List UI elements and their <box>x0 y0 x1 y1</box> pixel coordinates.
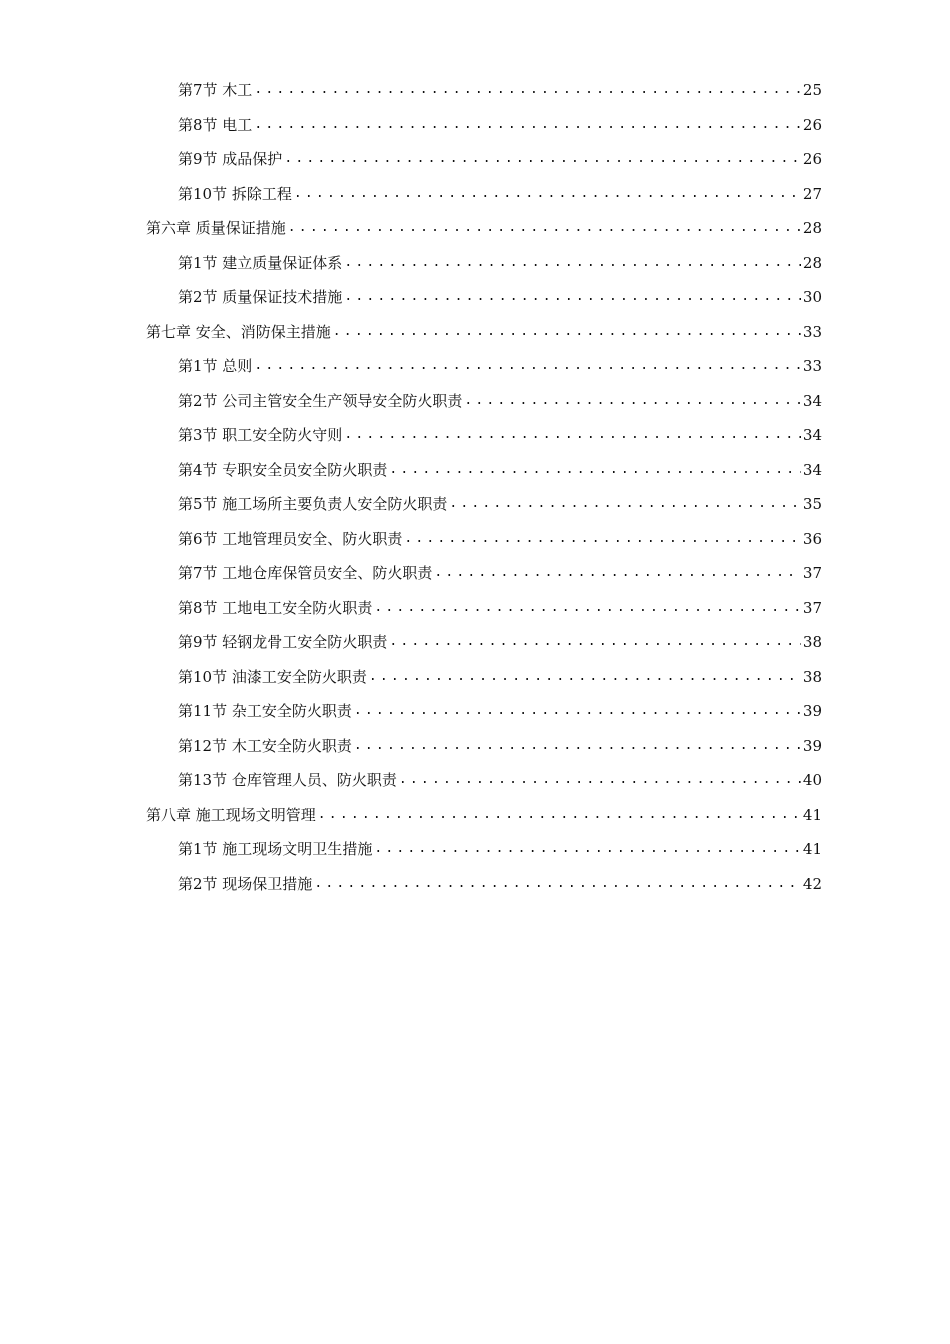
toc-entry-section[interactable] <box>178 145 822 173</box>
toc-dot-leader <box>387 456 801 484</box>
toc-page-number: 27 <box>802 184 822 203</box>
toc-entry-section[interactable] <box>178 835 822 863</box>
toc-entry-label: 第1节 施工现场文明卫生措施 <box>178 840 373 858</box>
toc-page-number: 42 <box>802 874 822 893</box>
toc-entry-label: 第1节 建立质量保证体系 <box>178 253 343 272</box>
toc-page-number: 26 <box>802 115 822 134</box>
toc-dot-leader <box>352 697 801 725</box>
toc-entry-label: 第7节 工地仓库保管员安全、防火职责 <box>178 564 433 582</box>
toc-entry-chapter[interactable] <box>146 318 822 346</box>
toc-page-number: 38 <box>802 633 822 651</box>
toc-entry-chapter[interactable] <box>146 801 822 829</box>
toc-entry-label: 第3节 职工安全防火守则 <box>178 426 343 444</box>
toc-entry-label: 第七章 安全、消防保主措施 <box>146 322 331 341</box>
toc-entry-label: 第4节 专职安全员安全防火职责 <box>178 460 388 479</box>
toc-entry-section[interactable] <box>178 697 822 725</box>
toc-entry-label: 第8节 电工 <box>178 115 253 134</box>
toc-entry-section[interactable] <box>178 249 822 277</box>
toc-page-number: 26 <box>802 150 822 168</box>
toc-entry-section[interactable] <box>178 594 822 622</box>
toc-page-number: 36 <box>802 529 822 548</box>
toc-dot-leader <box>352 732 801 760</box>
toc-page-number: 25 <box>802 81 822 99</box>
toc-entry-label: 第11节 杂工安全防火职责 <box>178 702 352 720</box>
toc-dot-leader <box>331 318 801 346</box>
toc-dot-leader <box>432 559 801 587</box>
toc-page-number: 35 <box>802 495 822 513</box>
toc-dot-leader <box>252 352 801 380</box>
toc-entry-section[interactable] <box>178 870 822 898</box>
toc-entry-section[interactable] <box>178 456 822 484</box>
toc-page-number: 30 <box>802 288 822 306</box>
toc-entry-section[interactable] <box>178 283 822 311</box>
toc-entry-section[interactable] <box>178 421 822 449</box>
toc-entry-label: 第六章 质量保证措施 <box>146 219 286 237</box>
toc-page-number: 34 <box>802 426 822 444</box>
toc-entry-label: 第9节 轻钢龙骨工安全防火职责 <box>178 633 388 651</box>
toc-dot-leader <box>342 249 801 277</box>
toc-entry-chapter[interactable] <box>146 214 822 242</box>
toc-dot-leader <box>312 870 801 898</box>
toc-dot-leader <box>286 214 801 242</box>
toc-entry-label: 第八章 施工现场文明管理 <box>146 805 316 824</box>
toc-dot-leader <box>252 111 801 139</box>
toc-page-number: 40 <box>802 771 822 789</box>
toc-dot-leader <box>342 421 801 449</box>
toc-entry-label: 第10节 拆除工程 <box>178 184 292 203</box>
toc-entry-label: 第7节 木工 <box>178 81 253 99</box>
toc-dot-leader <box>252 76 801 104</box>
toc-page-number: 28 <box>802 253 822 272</box>
toc-page-number: 38 <box>802 667 822 686</box>
toc-entry-label: 第8节 工地电工安全防火职责 <box>178 598 373 617</box>
toc-entry-section[interactable] <box>178 76 822 104</box>
toc-entry-label: 第9节 成品保护 <box>178 150 283 168</box>
toc-entry-section[interactable] <box>178 352 822 380</box>
toc-page-number: 33 <box>802 357 822 375</box>
toc-entry-section[interactable] <box>178 490 822 518</box>
toc-entry-section[interactable] <box>178 525 822 553</box>
toc-dot-leader <box>372 835 801 863</box>
toc-dot-leader <box>367 663 801 691</box>
toc-dot-leader <box>397 766 801 794</box>
toc-entry-section[interactable] <box>178 732 822 760</box>
toc-page-number: 34 <box>802 460 822 479</box>
toc-entry-label: 第1节 总则 <box>178 357 253 375</box>
toc-entry-section[interactable] <box>178 766 822 794</box>
toc-entry-label: 第2节 现场保卫措施 <box>178 874 313 893</box>
toc-page-number: 33 <box>802 322 822 341</box>
toc-page-number: 34 <box>802 391 822 410</box>
toc-dot-leader <box>387 628 801 656</box>
toc-dot-leader <box>282 145 801 173</box>
toc-dot-leader <box>316 801 801 829</box>
toc-entry-label: 第13节 仓库管理人员、防火职责 <box>178 771 397 789</box>
toc-dot-leader <box>462 387 801 415</box>
toc-entry-label: 第12节 木工安全防火职责 <box>178 736 352 755</box>
toc-entry-section[interactable] <box>178 387 822 415</box>
toc-entry-section[interactable] <box>178 180 822 208</box>
toc-entry-section[interactable] <box>178 628 822 656</box>
toc-entry-label: 第2节 公司主管安全生产领导安全防火职责 <box>178 391 463 410</box>
toc-page-number: 28 <box>802 219 822 237</box>
toc-page-number: 37 <box>802 598 822 617</box>
toc-entry-label: 第6节 工地管理员安全、防火职责 <box>178 529 403 548</box>
toc-page-number: 41 <box>802 805 822 824</box>
toc-dot-leader <box>372 594 801 622</box>
toc-page-number: 39 <box>802 736 822 755</box>
toc-dot-leader <box>447 490 801 518</box>
toc-entry-section[interactable] <box>178 111 822 139</box>
toc-entry-section[interactable] <box>178 559 822 587</box>
toc-entry-section[interactable] <box>178 663 822 691</box>
toc-entry-label: 第10节 油漆工安全防火职责 <box>178 667 367 686</box>
toc-page-number: 37 <box>802 564 822 582</box>
toc-entry-label: 第2节 质量保证技术措施 <box>178 288 343 306</box>
toc-dot-leader <box>342 283 801 311</box>
toc-dot-leader <box>292 180 801 208</box>
toc-page-number: 41 <box>802 840 822 858</box>
toc-page-number: 39 <box>802 702 822 720</box>
toc-entry-label: 第5节 施工场所主要负责人安全防火职责 <box>178 495 448 513</box>
toc-dot-leader <box>402 525 801 553</box>
